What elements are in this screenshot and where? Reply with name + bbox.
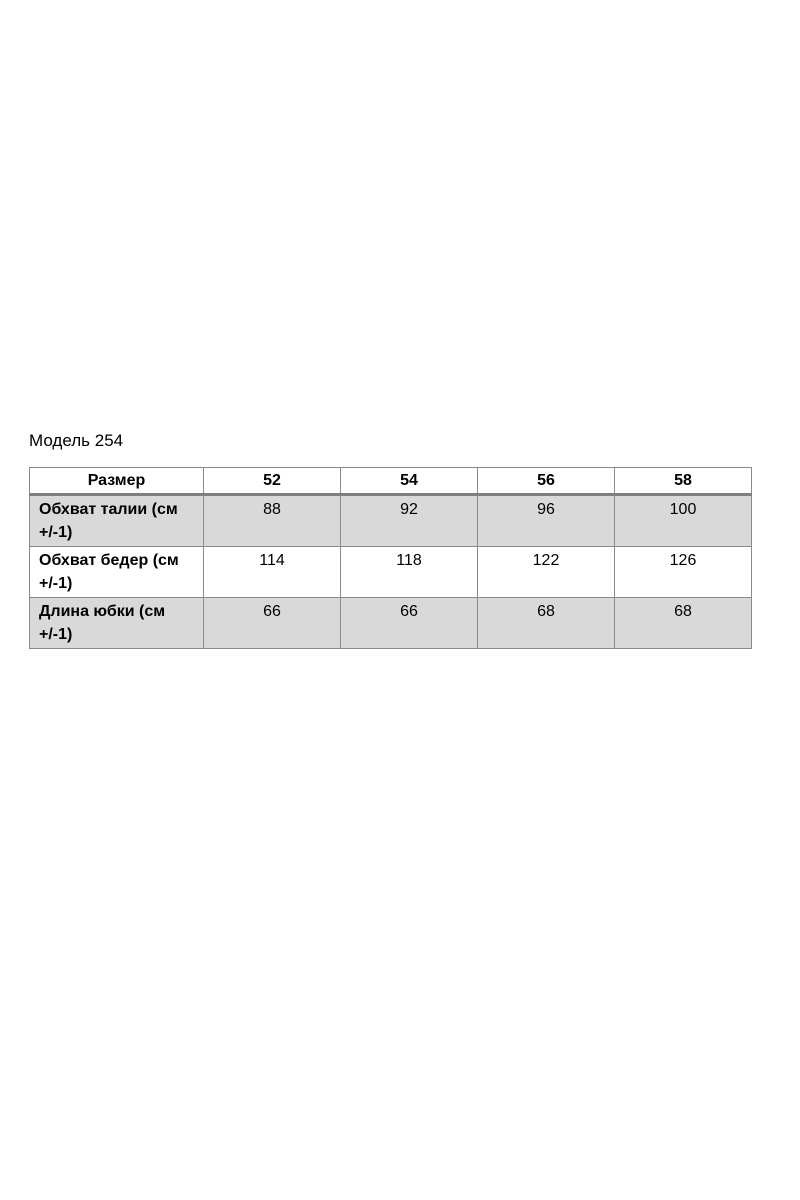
table-cell: 66 <box>204 598 341 649</box>
table-cell: 126 <box>615 547 752 598</box>
header-size-54: 54 <box>341 468 478 495</box>
table-cell: 92 <box>341 495 478 547</box>
table-cell: 68 <box>478 598 615 649</box>
table-cell: 96 <box>478 495 615 547</box>
table-row-skirt-length <box>30 598 752 649</box>
table-cell: 66 <box>341 598 478 649</box>
table-cell: 122 <box>478 547 615 598</box>
table-cell: 88 <box>204 495 341 547</box>
header-size-52: 52 <box>204 468 341 495</box>
table-cell: 68 <box>615 598 752 649</box>
table-cell: 118 <box>341 547 478 598</box>
row-label-hips: Обхват бедер (см +/-1) <box>30 547 204 598</box>
header-size-58: 58 <box>615 468 752 495</box>
row-label-skirt-length: Длина юбки (см +/-1) <box>30 598 204 649</box>
table-row-hips <box>30 547 752 598</box>
size-table <box>29 467 752 649</box>
model-caption: Модель 254 <box>29 431 124 450</box>
header-size-56: 56 <box>478 468 615 495</box>
table-cell: 114 <box>204 547 341 598</box>
row-label-waist: Обхват талии (см +/-1) <box>30 495 204 547</box>
table-row-waist <box>30 495 752 547</box>
header-row <box>30 468 752 495</box>
header-size-label: Размер <box>30 468 204 495</box>
table-cell: 100 <box>615 495 752 547</box>
